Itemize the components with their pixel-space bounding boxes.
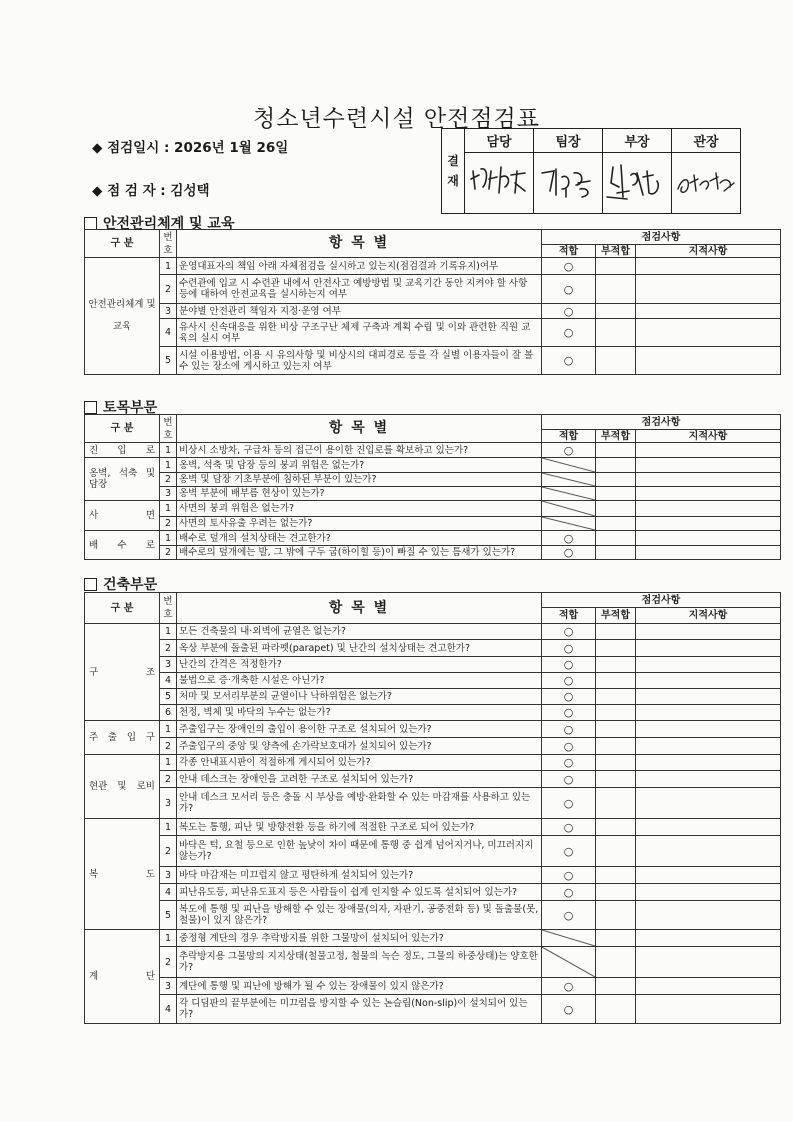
check-note-cell bbox=[636, 689, 781, 705]
checkbox-square-icon bbox=[84, 217, 97, 230]
inspection-date: ◆ 점검일시 : 2026년 1월 26일 bbox=[92, 140, 289, 156]
item-number: 4 bbox=[160, 884, 177, 901]
checklist-table bbox=[84, 592, 781, 1024]
check-ng-cell bbox=[596, 517, 636, 531]
column-header-ok: 적합 bbox=[542, 430, 596, 443]
item-number: 4 bbox=[160, 995, 177, 1024]
check-ok-cell: ○ bbox=[542, 867, 596, 884]
table-row bbox=[85, 258, 781, 275]
column-header-no: 번호 bbox=[160, 593, 177, 624]
item-text: 바닥은 턱, 요철 등으로 인한 높낮이 차이 때문에 통행 중 쉽게 넘어지거나, 미끄러지지 않는가? bbox=[177, 836, 542, 867]
check-note-cell bbox=[636, 930, 781, 947]
approval-role: 팀장 bbox=[534, 129, 603, 153]
item-text: 추락방지용 그물망의 지지상태(철물고정, 철물의 녹슨 정도, 그물의 하중상태)는 양호한가? bbox=[177, 947, 542, 978]
approval-label: 결재 bbox=[442, 129, 465, 214]
table-row bbox=[85, 755, 781, 771]
check-ok-cell bbox=[542, 517, 596, 531]
check-ok-cell: ○ bbox=[542, 788, 596, 819]
check-ng-cell bbox=[596, 771, 636, 788]
check-ok-cell: ○ bbox=[542, 771, 596, 788]
checkbox-square-icon bbox=[84, 401, 97, 414]
check-ok-cell: ○ bbox=[542, 901, 596, 930]
check-ok-cell: ○ bbox=[542, 819, 596, 836]
item-number: 2 bbox=[160, 546, 177, 560]
column-header-category: 구 분 bbox=[85, 593, 160, 624]
check-note-cell bbox=[636, 788, 781, 819]
not-applicable-slash-icon bbox=[542, 947, 595, 977]
item-text: 피난유도등, 피난유도표지 등은 사람들이 쉽게 인지할 수 있도록 설치되어 있는가? bbox=[177, 884, 542, 901]
column-header-item: 항 목 별 bbox=[177, 230, 542, 258]
check-ok-cell: ○ bbox=[542, 978, 596, 995]
column-header-check: 점검사항 bbox=[542, 230, 781, 245]
category-cell: 주 출 입 구 bbox=[85, 721, 160, 755]
check-note-cell bbox=[636, 624, 781, 640]
item-number: 2 bbox=[160, 275, 177, 304]
check-ng-cell bbox=[596, 689, 636, 705]
item-text: 배수로 덮개의 설치상태는 견고한가? bbox=[177, 531, 542, 546]
not-applicable-slash-icon bbox=[542, 930, 595, 946]
not-applicable-slash-icon bbox=[542, 473, 595, 486]
item-number: 1 bbox=[160, 624, 177, 640]
check-note-cell bbox=[636, 673, 781, 689]
check-note-cell bbox=[636, 501, 781, 517]
category-cell: 계 단 bbox=[85, 930, 160, 1024]
check-ng-cell bbox=[596, 673, 636, 689]
category-cell: 안전관리체계 및 교육 bbox=[85, 258, 160, 375]
item-text: 각종 안내표시판이 적절하게 게시되어 있는가? bbox=[177, 755, 542, 771]
signature-team-lead-image bbox=[534, 153, 602, 209]
check-note-cell bbox=[636, 819, 781, 836]
not-applicable-slash-icon bbox=[542, 517, 595, 530]
item-text: 옹벽 부분에 배부름 현상이 있는가? bbox=[177, 487, 542, 501]
check-note-cell bbox=[636, 947, 781, 978]
checklist-table bbox=[84, 229, 781, 375]
check-ng-cell bbox=[596, 705, 636, 721]
check-note-cell bbox=[636, 347, 781, 375]
approval-box bbox=[441, 128, 741, 214]
signature-staff bbox=[465, 153, 534, 214]
table-row bbox=[85, 819, 781, 836]
item-text: 복도에 통행 및 피난을 방해할 수 있는 장애물(의자, 자판기, 공중전화 등) 및 돌출물(못, 철물)이 있지 않은가? bbox=[177, 901, 542, 930]
item-text: 수련관에 입교 시 수련관 내에서 안전사고 예방방법 및 교육기간 동안 지켜야 할 사항 등에 대하여 안전교육을 실시하는지 여부 bbox=[177, 275, 542, 304]
table-row bbox=[85, 978, 781, 995]
signature-chief-image bbox=[672, 153, 740, 209]
not-applicable-slash-icon bbox=[542, 501, 595, 516]
table-row bbox=[85, 771, 781, 788]
table-row bbox=[85, 901, 781, 930]
check-ok-cell: ○ bbox=[542, 738, 596, 755]
check-ng-cell bbox=[596, 836, 636, 867]
item-number: 2 bbox=[160, 473, 177, 487]
item-text: 중정형 계단의 경우 추락방지를 위한 그물망이 설치되어 있는가? bbox=[177, 930, 542, 947]
checklist-table bbox=[84, 414, 781, 560]
check-ok-cell: ○ bbox=[542, 689, 596, 705]
check-ok-cell: ○ bbox=[542, 721, 596, 738]
table-row bbox=[85, 304, 781, 319]
check-ok-cell: ○ bbox=[542, 836, 596, 867]
column-header-check: 점검사항 bbox=[542, 415, 781, 430]
category-cell: 옹벽, 석축 및 담장 bbox=[85, 458, 160, 501]
item-number: 2 bbox=[160, 517, 177, 531]
item-text: 운영대표자의 책임 아래 자체점검을 실시하고 있는지(점검결과 기록유지)여부 bbox=[177, 258, 542, 275]
check-ok-cell: ○ bbox=[542, 304, 596, 319]
item-number: 3 bbox=[160, 304, 177, 319]
item-text: 난간의 간격은 적정한가? bbox=[177, 657, 542, 673]
column-header-ng: 부적합 bbox=[596, 245, 636, 258]
check-ok-cell: ○ bbox=[542, 546, 596, 560]
table-row bbox=[85, 531, 781, 546]
approval-role: 부장 bbox=[603, 129, 672, 153]
item-text: 시설 이용방법, 이용 시 유의사항 및 비상시의 대피경로 등을 각 실별 이용자들이 잘 볼 수 있는 장소에 게시하고 있는지 여부 bbox=[177, 347, 542, 375]
table-row bbox=[85, 721, 781, 738]
column-header-ng: 부적합 bbox=[596, 608, 636, 624]
check-ng-cell bbox=[596, 995, 636, 1024]
check-ng-cell bbox=[596, 657, 636, 673]
check-ng-cell bbox=[596, 978, 636, 995]
check-ng-cell bbox=[596, 546, 636, 560]
check-note-cell bbox=[636, 487, 781, 501]
item-text: 각 디딤판의 끝부분에는 미끄럼을 방지할 수 있는 논슬립(Non-slip)이 설치되어 있는가? bbox=[177, 995, 542, 1024]
check-note-cell bbox=[636, 319, 781, 347]
check-ng-cell bbox=[596, 304, 636, 319]
check-note-cell bbox=[636, 546, 781, 560]
column-header-category: 구 분 bbox=[85, 415, 160, 443]
check-ng-cell bbox=[596, 258, 636, 275]
checkbox-square-icon bbox=[84, 578, 97, 591]
check-note-cell bbox=[636, 705, 781, 721]
check-ng-cell bbox=[596, 443, 636, 458]
inspector-name: ◆ 점 검 자 : 김성택 bbox=[92, 183, 210, 199]
table-row bbox=[85, 347, 781, 375]
category-cell: 사 면 bbox=[85, 501, 160, 531]
check-note-cell bbox=[636, 657, 781, 673]
column-header-note: 지적사항 bbox=[636, 430, 781, 443]
check-note-cell bbox=[636, 443, 781, 458]
table-row bbox=[85, 867, 781, 884]
check-ok-cell: ○ bbox=[542, 657, 596, 673]
table-row bbox=[85, 473, 781, 487]
check-ok-cell: ○ bbox=[542, 258, 596, 275]
item-text: 주출입구는 장애인의 출입이 용이한 구조로 설치되어 있는가? bbox=[177, 721, 542, 738]
approval-role: 담당 bbox=[465, 129, 534, 153]
item-text: 비상시 소방차, 구급차 등의 접근이 용이한 진입로를 확보하고 있는가? bbox=[177, 443, 542, 458]
check-ok-cell: ○ bbox=[542, 275, 596, 304]
check-ok-cell bbox=[542, 930, 596, 947]
item-number: 4 bbox=[160, 673, 177, 689]
item-number: 1 bbox=[160, 721, 177, 738]
check-note-cell bbox=[636, 901, 781, 930]
check-ok-cell bbox=[542, 458, 596, 473]
check-ok-cell: ○ bbox=[542, 755, 596, 771]
check-ng-cell bbox=[596, 319, 636, 347]
check-note-cell bbox=[636, 884, 781, 901]
check-note-cell bbox=[636, 473, 781, 487]
item-number: 5 bbox=[160, 901, 177, 930]
item-text: 불법으로 증·개축한 시설은 아닌가? bbox=[177, 673, 542, 689]
approval-role: 관장 bbox=[672, 129, 741, 153]
signature-director-image bbox=[603, 153, 671, 209]
page-title: 청소년수련시설 안전점검표 bbox=[253, 106, 540, 132]
category-cell: 배 수 로 bbox=[85, 531, 160, 560]
signature-director bbox=[603, 153, 672, 214]
table-row bbox=[85, 640, 781, 657]
check-ng-cell bbox=[596, 487, 636, 501]
item-number: 5 bbox=[160, 347, 177, 375]
check-note-cell bbox=[636, 458, 781, 473]
item-text: 배수로의 덮개에는 발, 그 밖에 구두 굽(하이힐 등)이 빠질 수 있는 틈새가 있는가? bbox=[177, 546, 542, 560]
table-row bbox=[85, 930, 781, 947]
item-text: 복도는 통행, 피난 및 방향전환 등을 하기에 적절한 구조로 되어 있는가? bbox=[177, 819, 542, 836]
item-number: 3 bbox=[160, 788, 177, 819]
check-ng-cell bbox=[596, 738, 636, 755]
table-row bbox=[85, 884, 781, 901]
check-ng-cell bbox=[596, 624, 636, 640]
check-ng-cell bbox=[596, 347, 636, 375]
check-ng-cell bbox=[596, 275, 636, 304]
table-row bbox=[85, 705, 781, 721]
check-ok-cell: ○ bbox=[542, 531, 596, 546]
check-ng-cell bbox=[596, 901, 636, 930]
check-ng-cell bbox=[596, 473, 636, 487]
table-row bbox=[85, 788, 781, 819]
item-text: 천정, 벽체 및 바닥의 누수는 없는가? bbox=[177, 705, 542, 721]
item-number: 2 bbox=[160, 947, 177, 978]
table-row bbox=[85, 673, 781, 689]
check-note-cell bbox=[636, 978, 781, 995]
check-ng-cell bbox=[596, 531, 636, 546]
item-text: 모든 건축물의 내·외벽에 균열은 없는가? bbox=[177, 624, 542, 640]
check-ng-cell bbox=[596, 755, 636, 771]
table-row bbox=[85, 836, 781, 867]
item-number: 2 bbox=[160, 738, 177, 755]
check-note-cell bbox=[636, 258, 781, 275]
check-note-cell bbox=[636, 867, 781, 884]
item-number: 5 bbox=[160, 689, 177, 705]
item-number: 3 bbox=[160, 867, 177, 884]
section-heading: 건축부문 bbox=[84, 574, 157, 594]
check-ng-cell bbox=[596, 930, 636, 947]
item-number: 3 bbox=[160, 657, 177, 673]
item-text: 주출입구의 중앙 및 양측에 손가락보호대가 설치되어 있는가? bbox=[177, 738, 542, 755]
table-row bbox=[85, 546, 781, 560]
check-ok-cell: ○ bbox=[542, 640, 596, 657]
category-cell: 진 입 로 bbox=[85, 443, 160, 458]
item-text: 사면의 토사유출 우려는 없는가? bbox=[177, 517, 542, 531]
column-header-no: 번호 bbox=[160, 415, 177, 443]
check-ng-cell bbox=[596, 819, 636, 836]
item-number: 1 bbox=[160, 258, 177, 275]
check-ok-cell: ○ bbox=[542, 995, 596, 1024]
column-header-category: 구 분 bbox=[85, 230, 160, 258]
table-row bbox=[85, 689, 781, 705]
item-text: 안내 데스크는 장애인을 고려한 구조로 설치되어 있는가? bbox=[177, 771, 542, 788]
check-ok-cell bbox=[542, 501, 596, 517]
check-ng-cell bbox=[596, 501, 636, 517]
item-text: 처마 및 모서리부분의 균열이나 낙하위험은 없는가? bbox=[177, 689, 542, 705]
check-note-cell bbox=[636, 640, 781, 657]
item-number: 2 bbox=[160, 771, 177, 788]
check-ok-cell: ○ bbox=[542, 624, 596, 640]
table-row bbox=[85, 657, 781, 673]
item-number: 3 bbox=[160, 978, 177, 995]
check-note-cell bbox=[636, 836, 781, 867]
check-ng-cell bbox=[596, 884, 636, 901]
item-text: 안내 데스크 모서리 등은 충돌 시 부상을 예방·완화할 수 있는 마감재를 사용하고 있는가? bbox=[177, 788, 542, 819]
table-row bbox=[85, 624, 781, 640]
item-text: 계단에 통행 및 피난에 방해가 될 수 있는 장애물이 있지 않은가? bbox=[177, 978, 542, 995]
column-header-item: 항 목 별 bbox=[177, 593, 542, 624]
column-header-check: 점검사항 bbox=[542, 593, 781, 608]
check-ng-cell bbox=[596, 721, 636, 738]
check-ok-cell: ○ bbox=[542, 705, 596, 721]
column-header-no: 번호 bbox=[160, 230, 177, 258]
check-ok-cell: ○ bbox=[542, 319, 596, 347]
item-number: 3 bbox=[160, 487, 177, 501]
check-ng-cell bbox=[596, 867, 636, 884]
signature-staff-image bbox=[465, 153, 533, 209]
check-ng-cell bbox=[596, 788, 636, 819]
category-cell: 구 조 bbox=[85, 624, 160, 721]
item-number: 1 bbox=[160, 531, 177, 546]
check-ok-cell: ○ bbox=[542, 673, 596, 689]
check-ok-cell bbox=[542, 487, 596, 501]
table-row bbox=[85, 443, 781, 458]
item-text: 옹벽, 석축 및 담장 등의 붕괴 위험은 없는가? bbox=[177, 458, 542, 473]
not-applicable-slash-icon bbox=[542, 487, 595, 500]
column-header-note: 지적사항 bbox=[636, 245, 781, 258]
not-applicable-slash-icon bbox=[542, 458, 595, 472]
signature-team-lead bbox=[534, 153, 603, 214]
column-header-ng: 부적합 bbox=[596, 430, 636, 443]
item-number: 1 bbox=[160, 819, 177, 836]
item-number: 1 bbox=[160, 443, 177, 458]
item-number: 2 bbox=[160, 640, 177, 657]
item-number: 1 bbox=[160, 458, 177, 473]
check-note-cell bbox=[636, 738, 781, 755]
check-note-cell bbox=[636, 721, 781, 738]
table-row bbox=[85, 487, 781, 501]
check-note-cell bbox=[636, 755, 781, 771]
check-ng-cell bbox=[596, 947, 636, 978]
table-row bbox=[85, 995, 781, 1024]
item-number: 1 bbox=[160, 755, 177, 771]
item-number: 1 bbox=[160, 501, 177, 517]
section-heading: 토목부문 bbox=[84, 397, 157, 417]
check-note-cell bbox=[636, 275, 781, 304]
check-ok-cell: ○ bbox=[542, 884, 596, 901]
table-row bbox=[85, 501, 781, 517]
item-text: 옹벽 및 담장 기초부분에 침하된 부분이 있는가? bbox=[177, 473, 542, 487]
check-ok-cell: ○ bbox=[542, 347, 596, 375]
check-note-cell bbox=[636, 517, 781, 531]
item-text: 옥상 부분에 돌출된 파라펫(parapet) 및 난간의 설치상태는 견고한가? bbox=[177, 640, 542, 657]
item-number: 1 bbox=[160, 930, 177, 947]
section-heading: 안전관리체계 및 교육 bbox=[84, 213, 234, 233]
signature-chief bbox=[672, 153, 741, 214]
item-number: 2 bbox=[160, 836, 177, 867]
check-note-cell bbox=[636, 995, 781, 1024]
check-ok-cell: ○ bbox=[542, 443, 596, 458]
item-text: 유사시 신속대응을 위한 비상 구조구난 체제 구축과 계획 수립 및 이와 관련한 직원 교육의 실시 여부 bbox=[177, 319, 542, 347]
column-header-ok: 적합 bbox=[542, 245, 596, 258]
check-ng-cell bbox=[596, 458, 636, 473]
check-note-cell bbox=[636, 304, 781, 319]
item-number: 4 bbox=[160, 319, 177, 347]
category-cell: 현관 및 로비 bbox=[85, 755, 160, 819]
check-ok-cell bbox=[542, 947, 596, 978]
item-text: 바닥 마감재는 미끄럽지 않고 평탄하게 설치되어 있는가? bbox=[177, 867, 542, 884]
item-text: 사면의 붕괴 위험은 없는가? bbox=[177, 501, 542, 517]
table-row bbox=[85, 319, 781, 347]
table-row bbox=[85, 738, 781, 755]
check-ng-cell bbox=[596, 640, 636, 657]
column-header-item: 항 목 별 bbox=[177, 415, 542, 443]
table-row bbox=[85, 275, 781, 304]
table-row bbox=[85, 458, 781, 473]
column-header-note: 지적사항 bbox=[636, 608, 781, 624]
check-ok-cell bbox=[542, 473, 596, 487]
item-number: 6 bbox=[160, 705, 177, 721]
check-note-cell bbox=[636, 531, 781, 546]
check-note-cell bbox=[636, 771, 781, 788]
table-row bbox=[85, 947, 781, 978]
table-row bbox=[85, 517, 781, 531]
category-cell: 복 도 bbox=[85, 819, 160, 930]
column-header-ok: 적합 bbox=[542, 608, 596, 624]
item-text: 분야별 안전관리 책임자 지정·운영 여부 bbox=[177, 304, 542, 319]
